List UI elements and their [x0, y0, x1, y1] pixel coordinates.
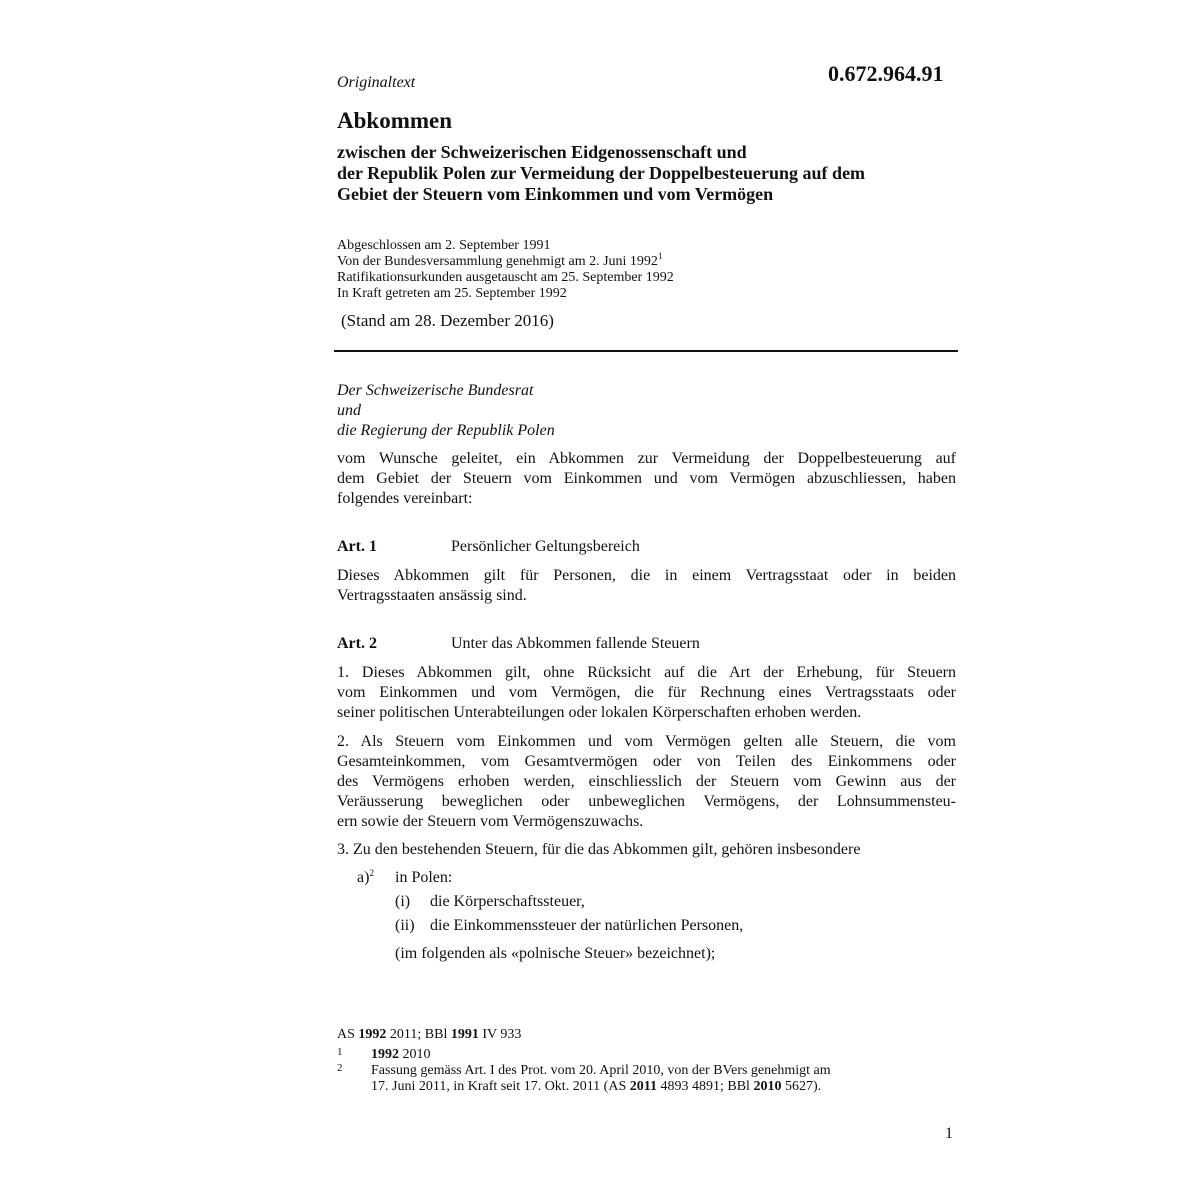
article-1-title: Persönlicher Geltungsbereich — [451, 538, 640, 555]
approval-date: Von der Bundesversammlung genehmigt am 2. Juni 1992$^1$ — [337, 251, 663, 269]
article-2-title: Unter das Abkommen fallende Steuern — [451, 635, 700, 652]
paragraph-line: Gesamteinkommen, vom Gesamtvermögen oder von Teilen des Einkommens oder — [337, 753, 956, 770]
footnote-2-line: 17. Juni 2011, in Kraft seit 17. Okt. 2011 (AS 2011 4893 4891; BBl 2010 5627). — [371, 1079, 822, 1094]
footnote-1-text: 1992 2010 — [371, 1047, 431, 1062]
article-1-text — [337, 566, 956, 606]
article-1-line: Dieses Abkommen gilt für Personen, die in einem Vertragsstaat oder in beiden — [337, 567, 956, 584]
sub-item-ii-number: (ii) — [395, 917, 415, 934]
official-collection-reference: AS 1992 2011; BBl 1991 IV 933 — [337, 1027, 522, 1042]
sub-item-i-text: die Körperschaftssteuer, — [430, 893, 585, 910]
designation-note: (im folgenden als «polnische Steuer» bezeichnet); — [395, 945, 716, 962]
subtitle-line: zwischen der Schweizerischen Eidgenossenschaft und — [337, 142, 747, 162]
document-title: Abkommen — [337, 108, 453, 133]
footnote-ref-2[interactable]: 2 — [369, 868, 374, 878]
article-1-number: Art. 1 — [337, 538, 377, 555]
document-subtitle — [337, 142, 957, 205]
preamble-line: folgendes vereinbart: — [337, 490, 473, 507]
party-conjunction: und — [337, 402, 361, 419]
paragraph-line: 2. Als Steuern vom Einkommen und vom Vermögen gelten alle Steuern, die vom — [337, 733, 956, 750]
article-1-line: Vertragsstaaten ansässig sind. — [337, 587, 527, 604]
concluded-date: Abgeschlossen am 2. September 1991 — [337, 238, 551, 253]
item-a-label: a)$^2$ — [357, 868, 374, 886]
ratification-date: Ratifikationsurkunden ausgetauscht am 25. September 1992 — [337, 270, 674, 285]
sr-number: 0.672.964.91 — [828, 61, 944, 86]
sub-item-i-number: (i) — [395, 893, 411, 910]
in-force-date: In Kraft getreten am 25. September 1992 — [337, 286, 567, 301]
paragraph-line: seiner politischen Unterabteilungen oder lokalen Körperschaften erhoben werden. — [337, 704, 862, 721]
article-2-paragraph-3: 3. Zu den bestehenden Steuern, für die das Abkommen gilt, gehören insbesondere — [337, 841, 861, 858]
paragraph-line: Veräusserung beweglichen oder unbeweglichen Vermögens, der Lohnsummensteu- — [337, 793, 956, 810]
footnote-1-marker: 1 — [337, 1046, 343, 1058]
footnote-2-line: Fassung gemäss Art. I des Prot. vom 20. April 2010, von der BVers genehmigt am — [371, 1063, 831, 1078]
subtitle-line: Gebiet der Steuern vom Einkommen und vom Vermögen — [337, 184, 774, 204]
article-2-paragraph-2 — [337, 732, 956, 832]
preamble-line: vom Wunsche geleitet, ein Abkommen zur Vermeidung der Doppelbesteuerung auf — [337, 450, 956, 467]
contracting-parties — [337, 381, 555, 441]
sub-item-ii-text: die Einkommenssteuer der natürlichen Personen, — [430, 917, 744, 934]
header-divider — [334, 350, 958, 352]
article-2-paragraph-1 — [337, 663, 956, 723]
subtitle-line: der Republik Polen zur Vermeidung der Doppelbesteuerung auf dem — [337, 163, 866, 183]
paragraph-line: 1. Dieses Abkommen gilt, ohne Rücksicht auf die Art der Erhebung, für Steuern — [337, 664, 956, 681]
preamble — [337, 449, 956, 509]
page-number: 1 — [945, 1125, 953, 1142]
party-switzerland: Der Schweizerische Bundesrat — [337, 382, 534, 399]
item-a-text: in Polen: — [395, 869, 453, 886]
original-text-label: Originaltext — [337, 74, 416, 91]
paragraph-line: vom Einkommen und vom Vermögen, die für Rechnung eines Vertragsstaats oder — [337, 684, 956, 701]
footnote-ref-1[interactable]: 1 — [657, 251, 663, 261]
paragraph-line: des Vermögens erhoben werden, einschliesslich der Steuern vom Gewinn aus der — [337, 773, 956, 790]
article-2-number: Art. 2 — [337, 635, 377, 652]
paragraph-line: ern sowie der Steuern vom Vermögenszuwachs. — [337, 813, 644, 830]
footnote-2-marker: 2 — [337, 1062, 343, 1074]
enactment-metadata — [337, 238, 674, 302]
preamble-line: dem Gebiet der Steuern vom Einkommen und vom Vermögen abzuschliessen, haben — [337, 470, 956, 487]
footnote-2-text — [371, 1063, 831, 1095]
party-poland: die Regierung der Republik Polen — [337, 422, 555, 439]
status-date: (Stand am 28. Dezember 2016) — [341, 311, 554, 330]
